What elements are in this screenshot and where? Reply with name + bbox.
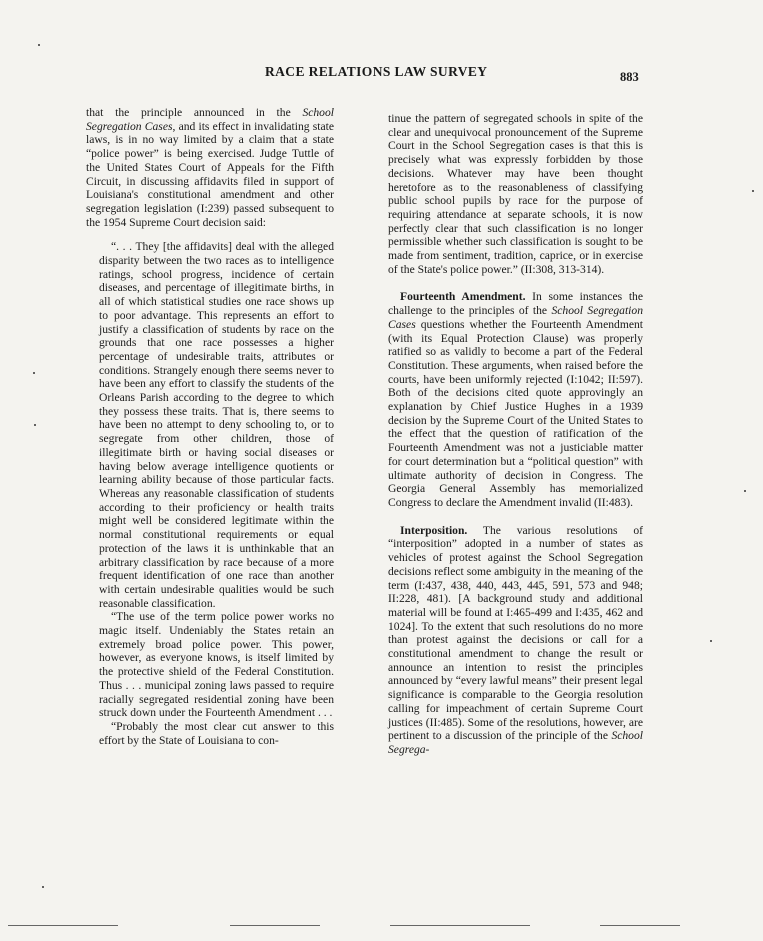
section-heading: Fourteenth Amendment.: [400, 290, 526, 304]
paragraph: [86, 106, 334, 229]
right-column: [388, 112, 643, 757]
paragraph: [388, 290, 643, 509]
scan-speck: [38, 44, 40, 46]
text-run: In some instances the challenge to the principles of the: [388, 290, 643, 318]
paragraph: [388, 524, 643, 757]
page-number: 883: [620, 70, 639, 84]
quote-continuation: tinue the pattern of segregated schools in spite of the clear and unequivocal pronouncement of the Supreme Court in the School Segregation cases is that this is precisely what was expressly forbidden by those decisions. Whatever may have been thought heretofore as to the reasonableness of classifying public school pupils by race for the purpose of requiring attendance at separate schools, it is now perfectly clear that such classification is no longer permissible whether such classification is sought to be made from sentiment, tradition, caprice, or in exercise of the State's police power.” (II:308, 313-314).: [388, 112, 643, 276]
quote-paragraph: “Probably the most clear cut answer to this effort by the State of Louisiana to con-: [99, 719, 334, 747]
scan-speck: [752, 190, 754, 192]
scan-speck: [33, 372, 35, 374]
text-run: , and its effect in invalidating state laws, is in no way limited by a claim that a state “police power” is being exercised. Judge Tuttle of the United States Court of Appeals for the Fifth Circuit, in discussing affidavits filed in support of Louisiana's constitutional amendment and other segregation legislation (I:239) passed subsequent to the 1954 Supreme Court decision said:: [86, 119, 334, 229]
scan-speck: [42, 886, 44, 888]
scan-edge-line: [8, 925, 118, 926]
text-run: questions whether the Fourteenth Amendment (with its Equal Protection Clause) was properly ratified so as validly to become a part of the Federal Constitution. These arguments, when raised before the courts, have been uniformly rejected (I:1042; II:597). Both of the decisions cited quote approvingly an explanation by Chief Justice Hughes in a 1939 decision by the Supreme Court of the United States to the effect that the question of ratification of the Fourteenth Amendment was not a justiciable matter for court determination but a “political question” with ultimate authority of decision in Congress. The Georgia General Assembly has memorialized Congress to declare the Amendment invalid (II:483).: [388, 317, 643, 509]
scan-edge-line: [600, 925, 680, 926]
scan-edge-line: [390, 925, 530, 926]
section-heading: Interposition.: [400, 523, 468, 537]
quote-paragraph: “The use of the term police power works no magic itself. Undeniably the States retain an extremely broad police power. This power, however, as everyone knows, is itself limited by the protective shield of the Federal Constitution. Thus . . . municipal zoning laws passed to require racially segregated residential zoning have been struck down under the Fourteenth Amendment . . .: [99, 610, 334, 720]
scan-speck: [710, 640, 712, 642]
left-column: [86, 106, 334, 747]
case-name-italic: School Segregation Cases: [388, 304, 643, 331]
text-run: The various resolutions of “interposition” adopted in a number of states as vehicles of protest against the School Segregation decisions reflect some ambiguity in the meaning of the term (I:437, 438, 440, 443, 445, 591, 573 and 948; II:228, 481). [A background study and additional material will be found at I:465-499 and I:435, 462 and 1024]. To the extent that such resolutions do no more than protest against the decisions or call for a constitutional amendment to change the result or announce an intention to resist the principles announced by “every lawful means” their present legal significance is comparable to the Georgia resolution calling for impeachment of certain Supreme Court justices (II:485). Some of the resolutions, however, are pertinent to a discussion of the principle of the: [388, 523, 643, 743]
block-quote: [86, 240, 334, 747]
case-name-italic: School Segregation Cases: [86, 106, 334, 133]
scan-speck: [34, 424, 36, 426]
case-name-italic: School Segrega-: [388, 729, 643, 756]
scan-speck: [744, 490, 746, 492]
text-run: that the principle announced in the: [86, 106, 303, 119]
running-head: RACE RELATIONS LAW SURVEY: [265, 64, 488, 79]
quote-paragraph: “. . . They [the affidavits] deal with the alleged disparity between the two races as to intelligence ratings, school progress, incidence of certain diseases, and percentage of illegitimate births, in all of which statistical studies one race shows up to poor advantage. This represents an effort to justify a classification of students by race on the grounds that one race possesses a higher percentage of undesirable traits, attributes or conditions. Strangely enough there seems never to have been any effort to classify the students of the Orleans Parish according to the degree to which they possess these traits. That is, there seems to have been no attempt to deny schooling to, or to segregate from other children, those of illegitimate birth or having social diseases or having below average intelligence quotients or learning ability because of those particular facts. Whereas any reasonable classification of students according to their proficiency or health traits might well be considered legitimate within the normal constitutional requirements or equal protection of the laws it is unthinkable that an arbitrary classification by race because of a more frequent identification of one race than another with certain undesirable qualities would be such reasonable classification.: [99, 240, 334, 610]
scan-edge-line: [230, 925, 320, 926]
